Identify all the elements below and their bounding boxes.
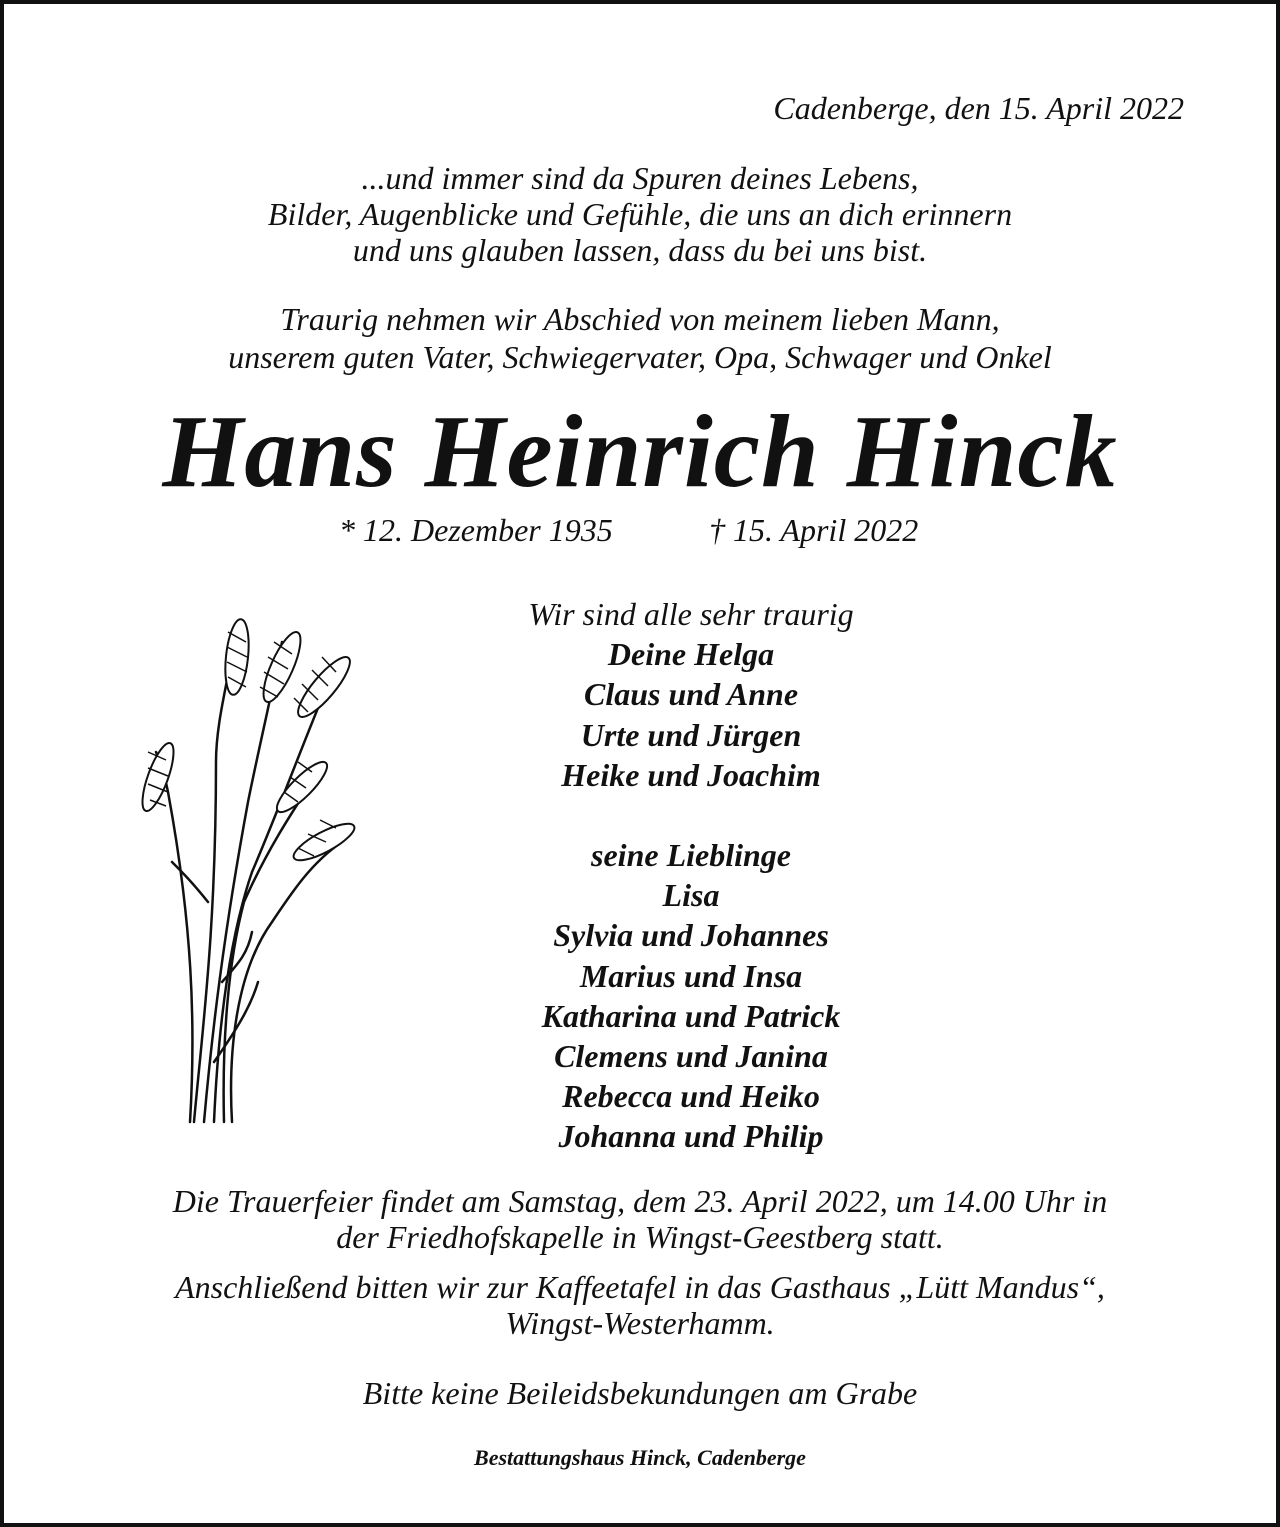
reception-line-1: Anschließend bitten wir zur Kaffeetafel in das Gasthaus „Lütt Mandus“,: [175, 1269, 1105, 1305]
family-member: Claus und Anne: [583, 676, 799, 713]
deceased-name: Hans Heinrich Hinck: [162, 394, 1118, 509]
family-intro: Wir sind alle sehr traurig: [528, 596, 854, 632]
spacer: [391, 795, 991, 835]
verse-line-3: und uns glauben lassen, dass du bei uns bist.: [352, 232, 928, 268]
favorite-member: Katharina und Patrick: [541, 997, 841, 1034]
service-line-2: der Friedhofskapelle in Wingst-Geestberg statt.: [336, 1219, 944, 1255]
verse-line-1: ...und immer sind da Spuren deines Lebens,: [361, 160, 919, 196]
place-date: Cadenberge, den 15. April 2022: [773, 90, 1184, 126]
verse-line-2: Bilder, Augenblicke und Gefühle, die uns an dich erinnern: [267, 196, 1013, 232]
death-date: † 15. April 2022: [709, 512, 919, 548]
intro-line-2: unserem guten Vater, Schwiegervater, Opa, Schwager und Onkel: [228, 339, 1052, 375]
wheat-icon: [132, 602, 372, 1132]
reception-line-2: Wingst-Westerhamm.: [505, 1305, 775, 1341]
favorites-heading: seine Lieblinge: [591, 837, 791, 874]
favorite-member: Marius und Insa: [579, 957, 803, 994]
condolence-request: Bitte keine Beileidsbekundungen am Grabe: [362, 1375, 918, 1411]
favorite-member: Sylvia und Johannes: [553, 917, 829, 954]
favorite-member: Clemens und Janina: [554, 1038, 828, 1075]
intro-line-1: Traurig nehmen wir Abschied von meinem lieben Mann,: [280, 301, 1000, 337]
family-member: Deine Helga: [607, 636, 775, 673]
favorite-member: Rebecca und Heiko: [562, 1078, 820, 1115]
service-line-1: Die Trauerfeier findet am Samstag, dem 23. April 2022, um 14.00 Uhr in: [172, 1183, 1108, 1219]
birth-date: * 12. Dezember 1935: [339, 512, 613, 548]
favorite-member: Johanna und Philip: [558, 1118, 824, 1155]
family-member: Urte und Jürgen: [580, 716, 802, 753]
family-list: [391, 594, 991, 1157]
favorite-member: Lisa: [662, 877, 720, 914]
family-member: Heike und Joachim: [561, 756, 821, 793]
funeral-home: Bestattungshaus Hinck, Cadenberge: [474, 1445, 806, 1470]
